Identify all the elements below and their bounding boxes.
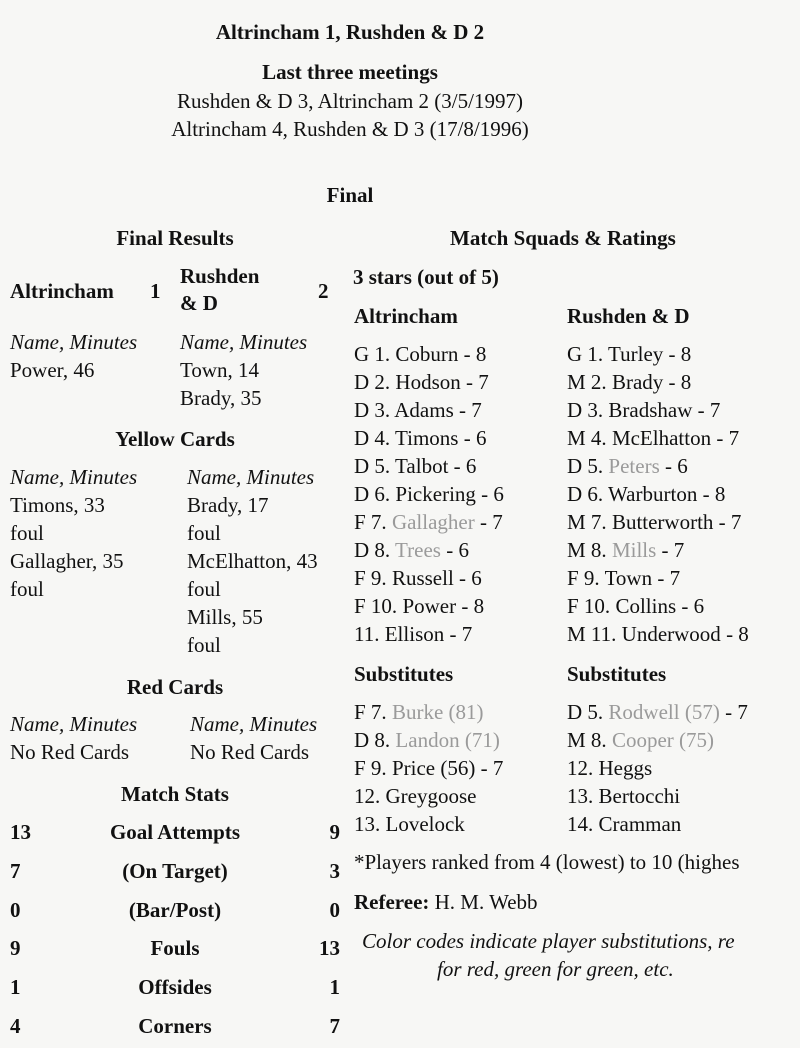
player-position: F 9.: [354, 566, 392, 590]
away-yellow-list: [187, 491, 318, 659]
player-row: [354, 754, 503, 782]
player-position: D 8.: [354, 728, 396, 752]
stat-away-value: 9: [329, 820, 340, 844]
player-position: M 11.: [567, 622, 622, 646]
ranking-note: *Players ranked from 4 (lowest) to 10 (highes: [354, 850, 740, 874]
stat-label: Goal Attempts: [109, 820, 241, 844]
player-position: D 3.: [354, 398, 395, 422]
stat-away-value: 0: [329, 898, 340, 922]
column-header: Name, Minutes: [187, 465, 315, 489]
player-row: [567, 508, 749, 536]
stat-label: (Bar/Post): [128, 898, 222, 922]
stat-home-value: 0: [10, 898, 21, 922]
player-position: 12.: [354, 784, 386, 808]
player-row: [567, 368, 749, 396]
player-name: Mills: [611, 538, 657, 562]
card-entry: Gallagher, 35: [10, 549, 124, 573]
meeting-line: Rushden & D 3, Altrincham 2 (3/5/1997): [177, 89, 523, 113]
stat-away-value: 1: [329, 975, 340, 999]
player-row: [567, 592, 749, 620]
player-position: F 7.: [354, 510, 392, 534]
player-position: D 5.: [354, 454, 396, 478]
player-rating: - 8: [458, 342, 487, 366]
player-name: Gallagher: [391, 510, 475, 534]
player-rating: - 6: [448, 454, 477, 478]
match-status: Final: [326, 183, 374, 207]
player-name: Coburn: [395, 342, 459, 366]
player-row: [354, 564, 504, 592]
stat-home-value: 1: [10, 975, 21, 999]
player-position: 11.: [354, 622, 385, 646]
player-position: D 5.: [567, 700, 609, 724]
player-row: [354, 726, 503, 754]
goal-entry: Power, 46: [10, 358, 95, 382]
player-name: Price (56): [391, 756, 476, 780]
player-name: Greygoose: [385, 784, 477, 808]
player-row: [567, 536, 749, 564]
player-name: Turley: [608, 342, 664, 366]
home-red-cards: No Red Cards: [10, 740, 129, 764]
referee-line: [354, 890, 538, 915]
player-rating: - 8: [720, 622, 749, 646]
player-row: [354, 396, 504, 424]
player-rating: - 8: [663, 370, 692, 394]
player-rating: - 7: [711, 426, 740, 450]
player-position: F 9.: [567, 566, 605, 590]
player-row: [354, 452, 504, 480]
player-name: Butterworth: [611, 510, 714, 534]
stat-home-value: 4: [10, 1014, 21, 1038]
player-position: M 8.: [567, 538, 612, 562]
player-name: Timons: [395, 426, 459, 450]
card-entry: McElhatton, 43: [187, 549, 318, 573]
final-results-title: Final Results: [116, 226, 234, 250]
referee-name: H. M. Webb: [429, 890, 538, 914]
player-row: [567, 620, 749, 648]
player-row: [567, 810, 748, 838]
player-rating: - 7: [475, 756, 504, 780]
card-entry: foul: [187, 633, 221, 657]
away-score: 2: [318, 279, 329, 303]
card-entry: foul: [10, 521, 44, 545]
player-name: McElhatton: [611, 426, 712, 450]
player-rating: - 6: [440, 538, 469, 562]
player-rating: - 7: [453, 398, 482, 422]
stat-home-value: 13: [10, 820, 31, 844]
color-code-note: for red, green for green, etc.: [437, 957, 674, 981]
player-name: Russell: [391, 566, 454, 590]
player-rating: - 6: [676, 594, 705, 618]
player-name: Underwood: [621, 622, 721, 646]
player-row: [354, 480, 504, 508]
player-name: Landon (71): [395, 728, 500, 752]
column-header: Name, Minutes: [190, 712, 318, 736]
away-squad-title: Rushden & D: [567, 304, 690, 328]
player-position: M 4.: [567, 426, 612, 450]
player-row: [354, 508, 504, 536]
player-name: Burke (81): [391, 700, 484, 724]
player-name: Talbot: [395, 454, 449, 478]
away-team-name: & D: [180, 291, 218, 315]
card-entry: foul: [10, 577, 44, 601]
player-name: Cramman: [598, 812, 682, 836]
player-position: 13.: [567, 784, 599, 808]
player-row: [567, 452, 749, 480]
meeting-line: Altrincham 4, Rushden & D 3 (17/8/1996): [171, 117, 529, 141]
player-position: 13.: [354, 812, 386, 836]
player-name: Bertocchi: [598, 784, 681, 808]
player-row: [567, 782, 748, 810]
goal-entry: Town, 14: [180, 358, 260, 382]
stars-rating: 3 stars (out of 5): [353, 265, 499, 289]
away-goals-list: [180, 356, 261, 412]
away-team-name: Rushden: [180, 264, 260, 288]
player-row: [354, 810, 503, 838]
player-rating: - 6: [453, 566, 482, 590]
player-row: [567, 698, 748, 726]
stat-home-value: 7: [10, 859, 21, 883]
player-name: Heggs: [598, 756, 653, 780]
player-row: [354, 592, 504, 620]
player-position: F 9.: [354, 756, 392, 780]
player-row: [567, 754, 748, 782]
player-position: M 7.: [567, 510, 612, 534]
player-row: [567, 726, 748, 754]
player-row: [354, 424, 504, 452]
stat-label: (On Target): [122, 859, 228, 883]
stat-label: Corners: [138, 1014, 212, 1038]
player-rating: - 8: [456, 594, 485, 618]
match-stats-title: Match Stats: [121, 782, 229, 806]
player-rating: - 6: [475, 482, 504, 506]
player-position: D 6.: [567, 482, 609, 506]
player-position: F 7.: [354, 700, 392, 724]
player-position: G 1.: [567, 342, 609, 366]
player-position: F 10.: [567, 594, 616, 618]
home-subs-list: [354, 698, 503, 838]
column-header: Name, Minutes: [10, 330, 138, 354]
column-header: Name, Minutes: [180, 330, 308, 354]
goal-entry: Brady, 35: [180, 386, 262, 410]
player-name: Brady: [611, 370, 664, 394]
player-position: 12.: [567, 756, 599, 780]
player-name: Peters: [608, 454, 660, 478]
red-cards-title: Red Cards: [126, 675, 224, 699]
player-name: Adams: [394, 398, 454, 422]
player-name: Collins: [615, 594, 677, 618]
player-position: F 10.: [354, 594, 403, 618]
home-subs-title: Substitutes: [354, 662, 454, 686]
stat-home-value: 9: [10, 936, 21, 960]
player-name: Rodwell (57): [608, 700, 720, 724]
away-subs-title: Substitutes: [567, 662, 667, 686]
player-name: Power: [402, 594, 457, 618]
player-name: Trees: [395, 538, 441, 562]
player-position: D 2.: [354, 370, 396, 394]
player-rating: - 7: [460, 370, 489, 394]
player-position: D 8.: [354, 538, 396, 562]
home-team-name: Altrincham: [10, 279, 114, 303]
home-score: 1: [150, 279, 161, 303]
player-row: [354, 368, 504, 396]
home-player-list: [354, 340, 504, 648]
stat-label: Fouls: [150, 936, 200, 960]
stat-away-value: 13: [319, 936, 340, 960]
player-name: Town: [604, 566, 653, 590]
card-entry: Brady, 17: [187, 493, 269, 517]
player-name: Hodson: [395, 370, 461, 394]
player-position: G 1.: [354, 342, 396, 366]
player-row: [567, 340, 749, 368]
player-rating: - 7: [444, 622, 473, 646]
card-entry: Timons, 33: [10, 493, 105, 517]
player-position: D 4.: [354, 426, 396, 450]
last-meetings-title: Last three meetings: [262, 60, 438, 84]
stat-away-value: 7: [329, 1014, 340, 1038]
player-position: M 2.: [567, 370, 612, 394]
player-name: Lovelock: [385, 812, 465, 836]
player-row: [354, 782, 503, 810]
player-position: D 5.: [567, 454, 609, 478]
player-row: [567, 424, 749, 452]
away-subs-list: [567, 698, 748, 838]
player-name: Bradshaw: [608, 398, 693, 422]
player-row: [567, 480, 749, 508]
player-position: D 3.: [567, 398, 609, 422]
player-row: [354, 620, 504, 648]
player-rating: - 7: [656, 538, 685, 562]
player-position: D 6.: [354, 482, 396, 506]
card-entry: Mills, 55: [187, 605, 263, 629]
yellow-cards-title: Yellow Cards: [115, 427, 235, 451]
player-rating: - 6: [458, 426, 487, 450]
player-rating: - 7: [474, 510, 503, 534]
card-entry: foul: [187, 577, 221, 601]
card-entry: foul: [187, 521, 221, 545]
player-row: [567, 396, 749, 424]
player-name: Pickering: [395, 482, 476, 506]
referee-label: Referee:: [354, 890, 430, 914]
score-line: Altrincham 1, Rushden & D 2: [215, 20, 485, 44]
player-row: [354, 536, 504, 564]
player-rating: - 7: [713, 510, 742, 534]
squads-title: Match Squads & Ratings: [450, 226, 676, 250]
home-squad-title: Altrincham: [354, 304, 458, 328]
stat-label: Offsides: [138, 975, 212, 999]
column-header: Name, Minutes: [10, 465, 138, 489]
away-red-cards: No Red Cards: [190, 740, 309, 764]
player-rating: - 8: [663, 342, 692, 366]
player-rating: - 6: [659, 454, 688, 478]
player-position: 14.: [567, 812, 599, 836]
player-rating: - 7: [692, 398, 721, 422]
home-yellow-list: [10, 491, 123, 603]
player-row: [567, 564, 749, 592]
color-code-note: Color codes indicate player substitutions, re: [362, 929, 735, 953]
player-row: [354, 698, 503, 726]
player-row: [354, 340, 504, 368]
player-rating: - 8: [697, 482, 726, 506]
stat-away-value: 3: [329, 859, 340, 883]
player-name: Warburton: [608, 482, 698, 506]
player-name: Cooper (75): [611, 728, 714, 752]
player-rating: - 7: [652, 566, 681, 590]
player-rating: - 7: [719, 700, 748, 724]
player-name: Ellison: [384, 622, 445, 646]
column-header: Name, Minutes: [10, 712, 138, 736]
player-position: M 8.: [567, 728, 612, 752]
home-goals-list: [10, 356, 94, 384]
away-player-list: [567, 340, 749, 648]
